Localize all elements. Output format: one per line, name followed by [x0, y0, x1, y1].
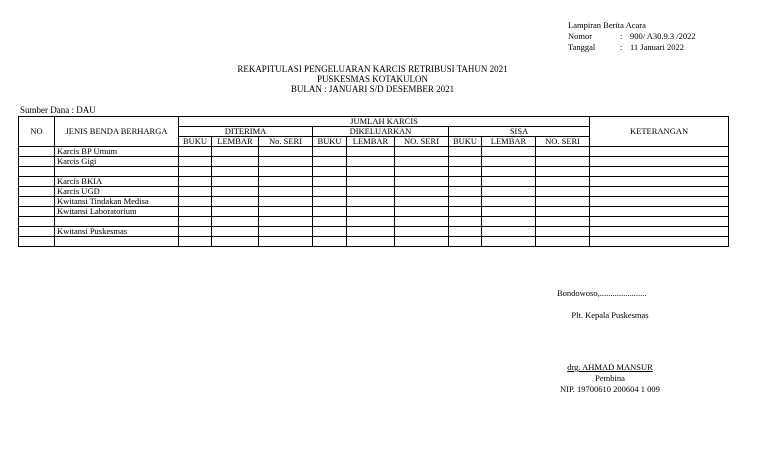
- table-cell: [313, 207, 347, 217]
- table-cell: [536, 237, 590, 247]
- table-cell: [259, 167, 313, 177]
- header-lembar: LEMBAR: [212, 137, 259, 147]
- table-cell: [19, 227, 55, 237]
- table-cell: [212, 217, 259, 227]
- table-cell: [536, 147, 590, 157]
- table-cell: [449, 177, 482, 187]
- table-cell: [313, 197, 347, 207]
- table-cell: [590, 197, 729, 207]
- table-cell: [590, 237, 729, 247]
- table-cell: [449, 237, 482, 247]
- lampiran-nomor-row: [568, 31, 696, 42]
- table-cell: [395, 147, 449, 157]
- table-cell: [536, 177, 590, 187]
- table-cell: [482, 157, 536, 167]
- header-lembar: LEMBAR: [482, 137, 536, 147]
- item-name-cell: Karcis UGD: [55, 187, 179, 197]
- header-jenis: JENIS BENDA BERHARGA: [55, 117, 179, 147]
- table-cell: [259, 217, 313, 227]
- table-cell: [482, 147, 536, 157]
- sumber-dana: Sumber Dana : DAU: [20, 105, 96, 115]
- table-cell: [347, 147, 395, 157]
- table-cell: [482, 227, 536, 237]
- item-name-cell: Karcis Gigi: [55, 157, 179, 167]
- table-cell: [313, 237, 347, 247]
- header-buku: BUKU: [449, 137, 482, 147]
- table-cell: [449, 217, 482, 227]
- lampiran-tanggal-row: [568, 42, 696, 53]
- table-cell: [179, 207, 212, 217]
- table-cell: [590, 187, 729, 197]
- table-cell: [449, 167, 482, 177]
- table-cell: [179, 167, 212, 177]
- nomor-label: Nomor: [568, 31, 593, 41]
- rekap-table: [18, 116, 729, 247]
- table-cell: [482, 177, 536, 187]
- item-name-cell: [55, 237, 179, 247]
- table-cell: [449, 227, 482, 237]
- table-cell: [313, 187, 347, 197]
- table-cell: [259, 207, 313, 217]
- table-cell: [259, 177, 313, 187]
- header-sisa: SISA: [449, 127, 590, 137]
- table-row: [19, 217, 729, 227]
- table-cell: [395, 187, 449, 197]
- table-cell: [179, 187, 212, 197]
- table-cell: [179, 197, 212, 207]
- header-no-seri: NO. SERI: [536, 137, 590, 147]
- table-cell: [395, 197, 449, 207]
- table-cell: [536, 197, 590, 207]
- title-line-2: PUSKESMAS KOTAKULON: [316, 74, 429, 84]
- table-cell: [19, 167, 55, 177]
- table-cell: [19, 187, 55, 197]
- table-cell: [449, 157, 482, 167]
- table-cell: [347, 177, 395, 187]
- table-cell: [259, 187, 313, 197]
- table-cell: [259, 147, 313, 157]
- signer-rank: Pembina: [595, 373, 625, 383]
- nomor-value: 900/ A30.9.3 /2022: [630, 31, 696, 41]
- header-no: NO: [19, 117, 55, 147]
- table-cell: [536, 167, 590, 177]
- table-cell: [590, 217, 729, 227]
- table-cell: [259, 197, 313, 207]
- table-cell: [212, 147, 259, 157]
- table-cell: [313, 167, 347, 177]
- table-cell: [395, 227, 449, 237]
- table-cell: [212, 227, 259, 237]
- table-cell: [179, 147, 212, 157]
- item-name-cell: Karcis BP Umum: [55, 147, 179, 157]
- title-line-1: REKAPITULASI PENGELUARAN KARCIS RETRIBUSI TAHUN 2021: [237, 64, 508, 74]
- table-cell: [590, 227, 729, 237]
- table-cell: [536, 157, 590, 167]
- table-cell: [347, 217, 395, 227]
- table-cell: [19, 197, 55, 207]
- table-row: [19, 177, 729, 187]
- header-buku: BUKU: [313, 137, 347, 147]
- table-cell: [395, 207, 449, 217]
- table-cell: [212, 187, 259, 197]
- table-cell: [590, 177, 729, 187]
- item-name-cell: [55, 167, 179, 177]
- signer-nip: NIP. 19700610 200604 1 009: [560, 384, 660, 394]
- table-cell: [482, 187, 536, 197]
- table-cell: [590, 167, 729, 177]
- item-name-cell: Kwitansi Puskesmas: [55, 227, 179, 237]
- signer-position: Plt. Kepala Puskesmas: [571, 310, 649, 320]
- table-cell: [449, 187, 482, 197]
- table-cell: [179, 217, 212, 227]
- table-cell: [313, 227, 347, 237]
- tanggal-label: Tanggal: [568, 42, 596, 52]
- table-cell: [313, 217, 347, 227]
- item-name-cell: [55, 217, 179, 227]
- table-cell: [313, 147, 347, 157]
- table-cell: [347, 237, 395, 247]
- table-cell: [482, 207, 536, 217]
- header-no-seri: NO. SERI: [395, 137, 449, 147]
- table-cell: [536, 217, 590, 227]
- item-name-cell: Karcis BKIA: [55, 177, 179, 187]
- table-cell: [212, 157, 259, 167]
- table-cell: [179, 157, 212, 167]
- table-cell: [179, 177, 212, 187]
- document-titles: [0, 64, 745, 94]
- table-cell: [347, 227, 395, 237]
- table-cell: [590, 157, 729, 167]
- table-cell: [449, 147, 482, 157]
- tanggal-value: 11 Januari 2022: [630, 42, 684, 52]
- table-cell: [313, 157, 347, 167]
- header-no-seri: No. SERI: [259, 137, 313, 147]
- table-cell: [536, 227, 590, 237]
- table-cell: [347, 157, 395, 167]
- table-cell: [395, 167, 449, 177]
- header-dikeluarkan: DIKELUARKAN: [313, 127, 449, 137]
- table-cell: [449, 197, 482, 207]
- header-keterangan: KETERANGAN: [590, 117, 729, 147]
- table-cell: [482, 237, 536, 247]
- table-cell: [259, 227, 313, 237]
- table-cell: [19, 237, 55, 247]
- item-name-cell: Kwitansi Laboratorium: [55, 207, 179, 217]
- table-cell: [313, 177, 347, 187]
- header-diterima: DITERIMA: [179, 127, 313, 137]
- table-cell: [590, 207, 729, 217]
- table-cell: [347, 207, 395, 217]
- table-row: [19, 207, 729, 217]
- table-cell: [19, 217, 55, 227]
- table-cell: [536, 187, 590, 197]
- lampiran-block: [568, 20, 696, 53]
- table-cell: [19, 147, 55, 157]
- table-body: [19, 147, 729, 247]
- table-cell: [482, 217, 536, 227]
- header-lembar: LEMBAR: [347, 137, 395, 147]
- table-cell: [212, 167, 259, 177]
- table-cell: [19, 177, 55, 187]
- table-cell: [482, 167, 536, 177]
- place-date: Bondowoso,......................: [557, 288, 647, 298]
- signer-name: drg. AHMAD MANSUR: [567, 362, 653, 372]
- table-cell: [212, 197, 259, 207]
- table-cell: [395, 157, 449, 167]
- table-row: [19, 157, 729, 167]
- table-row: [19, 197, 729, 207]
- table-cell: [212, 177, 259, 187]
- table-cell: [347, 187, 395, 197]
- header-buku: BUKU: [179, 137, 212, 147]
- tanggal-colon: :: [620, 42, 623, 52]
- table-cell: [179, 237, 212, 247]
- title-line-3: BULAN : JANUARI S/D DESEMBER 2021: [290, 84, 455, 94]
- table-cell: [449, 207, 482, 217]
- item-name-cell: Kwitansi Tindakan Medisa: [55, 197, 179, 207]
- table-cell: [212, 207, 259, 217]
- table-cell: [19, 157, 55, 167]
- header-jumlah-karcis: JUMLAH KARCIS: [179, 117, 590, 127]
- table-cell: [590, 147, 729, 157]
- table-row: [19, 187, 729, 197]
- table-cell: [395, 177, 449, 187]
- table-cell: [259, 157, 313, 167]
- table-cell: [179, 227, 212, 237]
- table-row: [19, 167, 729, 177]
- table-cell: [395, 237, 449, 247]
- table-row: [19, 237, 729, 247]
- table-cell: [482, 197, 536, 207]
- table-cell: [212, 237, 259, 247]
- table-cell: [347, 167, 395, 177]
- table-cell: [395, 217, 449, 227]
- nomor-colon: :: [620, 31, 623, 41]
- table-cell: [536, 207, 590, 217]
- table-row: [19, 147, 729, 157]
- lampiran-title: Lampiran Berita Acara: [568, 20, 646, 30]
- table-cell: [259, 237, 313, 247]
- table-cell: [347, 197, 395, 207]
- table-cell: [19, 207, 55, 217]
- table-row: [19, 227, 729, 237]
